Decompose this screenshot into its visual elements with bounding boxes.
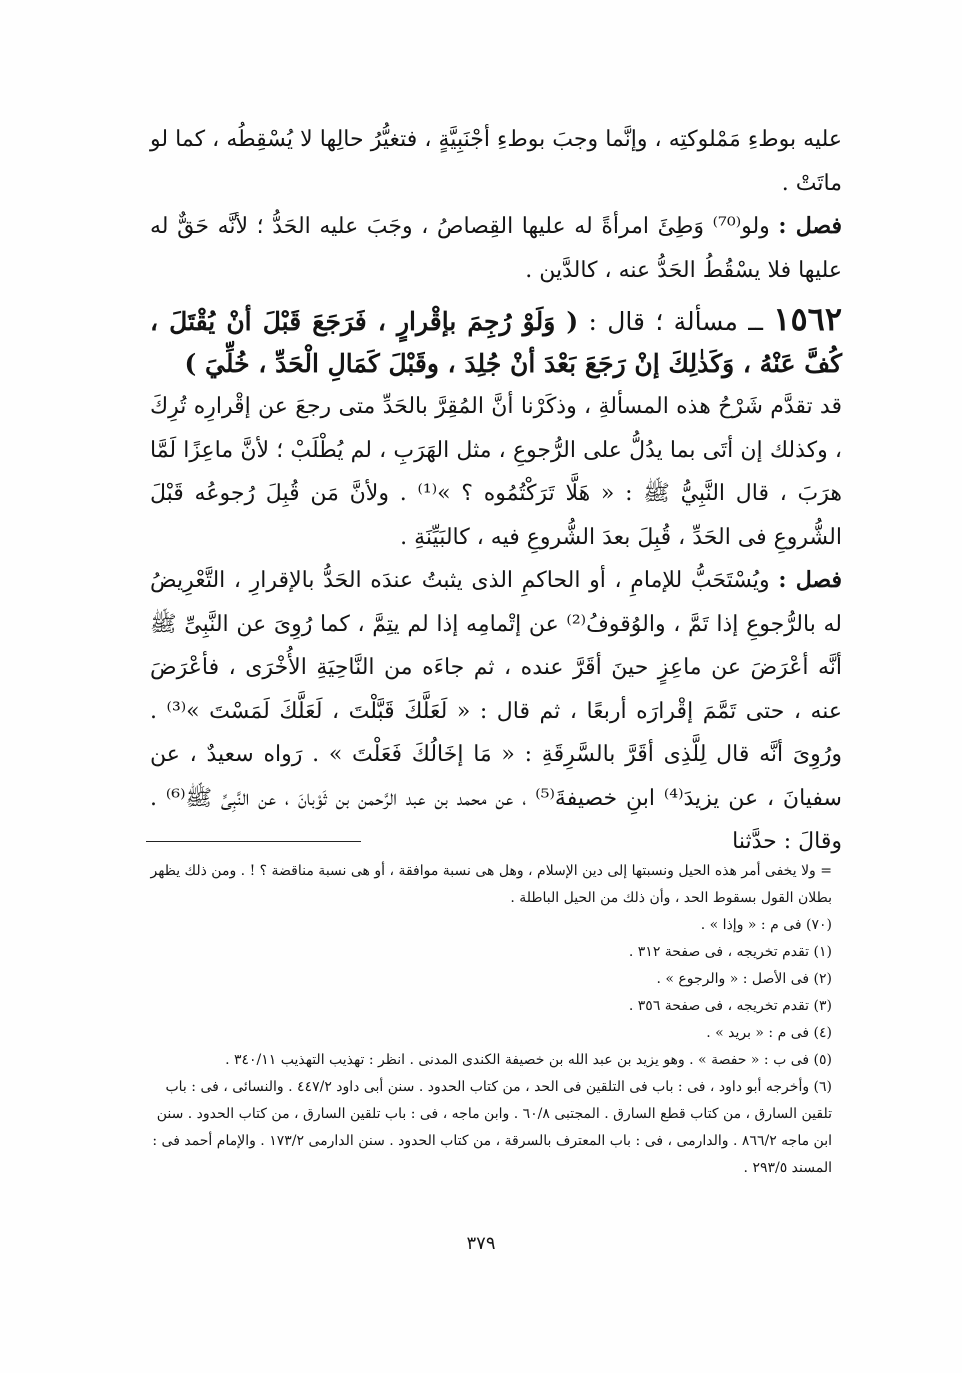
masala-label: ــ مسألة ؛ قال : bbox=[578, 307, 774, 336]
footnote-item: (١) تقدم تخريجه ، فى صفحة ٣١٢ . bbox=[628, 944, 832, 960]
masala-text: ( وَلَوْ رُجِمَ بإقْرارٍ ، فَرَجَعَ قَبْلَ أنْ يُقْتَلَ ، كُفَّ عَنْهُ ، وَكَذٰلِكَ إنْ رَجَعَ بَعْدَ أنْ جُلِدَ ، وقَبْلَ كَمَالِ الْحَدِّ ، خُلِّيَ ) bbox=[150, 307, 842, 378]
paragraph-5 bbox=[150, 559, 842, 864]
paragraph-5-text: ويُسْتَحَبُّ للإمامِ ، أو الحاكمِ الذى يثبتُ عندَه الحَدُّ بالإقرارِ ، التَّعْرِيضُ له بالرُّجوعِ إذا تَمَّ ، والوُقوفُ⁽²⁾ عن إتْمامِه إذا لم يتِمَّ ، كما رُوِىَ عن النَّبِىِّ ﷺ أنَّه أعْرَضَ عن ماعِزٍ حينَ أقَرَّ عنده ، ثم جاءَه من النَّاحِيَةِ الأُخْرَى ، فأعْرَضَ عنه ، حتى تَمَّمَ إقْرارَه أربعًا ، ثم قال : « لَعَلَّكَ قَبَّلْتَ ، لَعَلَّكَ لَمَسْتَ »⁽³⁾ . ورُوِىَ أنَّه قال لِلَّذِى أقَرَّ بالسَّرِقَةِ : « مَا إخَالُكَ فَعَلْتَ » . رَواه سعيدٌ ، عن سفيانَ ، عن يزيدَ⁽⁴⁾ ابنِ خصيفةَ⁽⁵⁾ ، عن محمد بن عبد الرَّحمن بن ثَوْبانَ ، عن النَّبِىِّ ﷺ⁽⁶⁾ . وقالَ : حدَّثنا bbox=[150, 568, 843, 854]
paragraph-4-text: قد تقدَّم شَرْحُ هذه المسألةِ ، وذكَرْنا أنَّ المُقِرَّ بالحَدِّ متى رجعَ عن إقْرارِه تُرِكَ ، وكذلك إن أتَى بما يدُلُّ على الرُّجوعِ ، مثل الهَرَبِ ، لم يُطْلَبْ ؛ لأنَّ ماعِزًا لَمَّا هرَبَ ، قال النَّبِيُّ ﷺ : « هَلَّا تَرَكْتُمُوه ؟ »⁽¹⁾ . ولأنَّ مَن قُبِلَ رُجوعُه قَبْلَ الشُّروعِ فى الحَدِّ ، قُبِلَ بعدَ الشُّروعِ فيه ، كالبَيِّنَةِ . bbox=[150, 394, 842, 550]
paragraph-1 bbox=[150, 118, 842, 205]
paragraph-4 bbox=[150, 385, 842, 559]
footnote-item: (٦) وأخرجه أبو داود ، فى : باب فى التلقين فى الحد ، من كتاب الحدود . سنن أبى داود ٤٤٧/٢ . والنسائى ، فى : باب تلقين السارق ، من كتاب قطع السارق . المجتبى ٦٠/٨ . وابن ماجه ، فى : باب تلقين السارق ، من كتاب الحدود . سنن ابن ماجه ٨٦٦/٢ . والدارمى ، فى : باب المعترف بالسرقة ، من كتاب الحدود . سنن الدارمى ١٧٣/٢ . والإمام أحمد فى : المسند ٢٩٣/٥ . bbox=[152, 1079, 832, 1176]
footnote-item: (٥) فى ب : « حفصة » . وهو يزيد بن عبد الله بن خصيفة الكندى المدنى . انظر : تهذيب التهذيب ٣٤٠/١١ . bbox=[225, 1052, 832, 1068]
footnote-item: (٧٠) فى م : « وإذا » . bbox=[700, 917, 832, 933]
masala-number: ١٥٦٢ bbox=[773, 300, 842, 338]
masala-heading bbox=[150, 298, 842, 385]
footnote-separator bbox=[146, 841, 361, 842]
footnote-item: = ولا يخفى أمر هذه الحيل ونسبتها إلى دين الإسلام ، وهل هى نسبة موافقة ، أو هى نسبة مناقضة ؟ ! . ومن ذلك يظهر بطلان القول بسقوط الحد ، وأن ذلك من الحيل الباطلة . bbox=[150, 863, 832, 906]
fasl-label-2: فصل : bbox=[778, 567, 843, 593]
footnotes bbox=[140, 858, 832, 1182]
footnote-item: (٢) فى الأصل : « والرجوع » . bbox=[656, 971, 832, 987]
page-number: ٣٧٩ bbox=[466, 1233, 496, 1254]
fasl-label: فصل : bbox=[778, 213, 842, 239]
paragraph-2-text: ولو⁽⁷⁰⁾ وَطِئَ امرأةً له عليها القِصاصُ ، وجَبَ عليه الحَدُّ ؛ لأنَّه حَقٌّ له عليها فلا يسْقُطُ الحَدُّ عنه ، كالدَّين . bbox=[150, 214, 842, 283]
footnote-item: (٣) تقدم تخريجه ، فى صفحة ٣٥٦ . bbox=[628, 998, 832, 1014]
main-text bbox=[150, 118, 842, 864]
footnote-item: (٤) فى م : « بريد » . bbox=[706, 1025, 832, 1041]
paragraph-2 bbox=[150, 205, 842, 292]
paragraph-1-text: عليه بوطءِ مَمْلوكتِه ، وإنَّما وجبَ بوطءِ أجْنَبِيَّةٍ ، فتغيُّرُ حالِها لا يُسْقِطُه ، كما لو ماتَتْ . bbox=[150, 127, 842, 196]
